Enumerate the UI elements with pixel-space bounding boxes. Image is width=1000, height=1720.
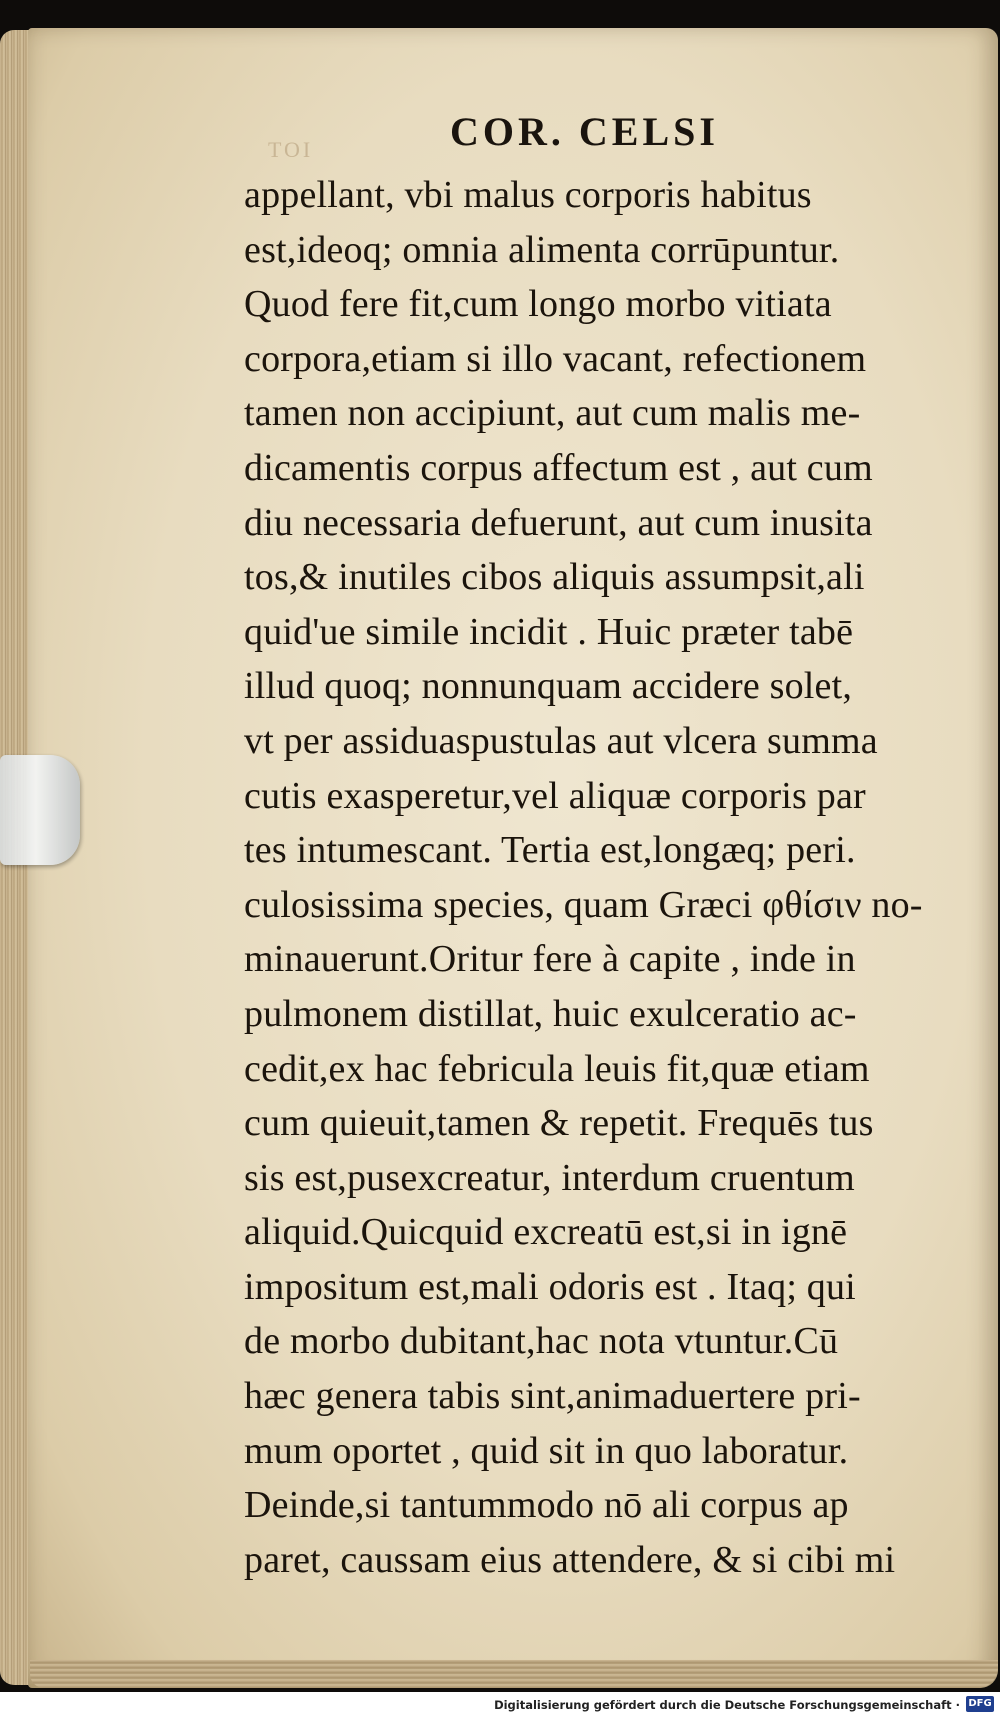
text-line: minauerunt.Oritur fere à capite , inde in: [244, 938, 856, 981]
text-line: corpora,etiam si illo vacant, refectionem: [244, 337, 867, 380]
text-block: [244, 168, 944, 1587]
text-line: pulmonem distillat, huic exulceratio ac-: [244, 992, 857, 1035]
text-line: culosissima species, quam Græci φθίσιν no-: [244, 883, 923, 926]
text-line: est,ideoq; omnia alimenta corrūpuntur.: [244, 228, 840, 271]
text-line: quid'ue simile incidit . Huic præter tabē: [244, 610, 854, 653]
text-line: cum quieuit,tamen & repetit. Frequēs tus: [244, 1102, 874, 1145]
text-line: illud quoq; nonnunquam accidere solet,: [244, 665, 853, 708]
text-line: impositum est,mali odoris est . Itaq; qui: [244, 1265, 856, 1308]
text-line: appellant, vbi malus corporis habitus: [244, 174, 812, 216]
bleed-through-mark: TOI: [268, 137, 314, 162]
text-line: sis est,pusexcreatur, interdum cruentum: [244, 1156, 855, 1199]
text-line: dicamentis corpus affectum est , aut cum: [244, 446, 873, 489]
text-line: Deinde,si tantummodo nō ali corpus ap: [244, 1484, 849, 1527]
text-line: aliquid.Quicquid excreatū est,si in ignē: [244, 1211, 848, 1254]
text-line: tamen non accipiunt, aut cum malis me-: [244, 392, 861, 435]
running-head: COR. CELSI: [450, 109, 719, 154]
text-line: cedit,ex hac febricula leuis fit,quæ etiam: [244, 1047, 870, 1090]
page-stack-bottom-edge: [30, 1660, 998, 1688]
text-line: mum oportet , quid sit in quo laboratur.: [244, 1429, 849, 1472]
text-line: tes intumescant. Tertia est,longæq; peri.: [244, 829, 856, 872]
funding-credit: Digitalisierung gefördert durch die Deutsche Forschungsgemeinschaft ·: [494, 1698, 960, 1712]
text-line: cutis exasperetur,vel aliquæ corporis par: [244, 774, 866, 817]
dfg-logo: DFG: [966, 1696, 994, 1712]
text-line: de morbo dubitant,hac nota vtuntur.Cū: [244, 1320, 839, 1363]
text-line: paret, caussam eius attendere, & si cibi mi: [244, 1538, 896, 1581]
text-line: diu necessaria defuerunt, aut cum inusita: [244, 501, 873, 544]
footer-bar: [0, 1692, 1000, 1720]
page-clip: [0, 755, 80, 865]
text-line: Quod fere fit,cum longo morbo vitiata: [244, 283, 832, 326]
text-line: vt per assiduaspustulas aut vlcera summa: [244, 719, 878, 762]
text-line: tos,& inutiles cibos aliquis assumpsit,ali: [244, 556, 865, 599]
text-line: hæc genera tabis sint,animaduertere pri-: [244, 1375, 861, 1418]
